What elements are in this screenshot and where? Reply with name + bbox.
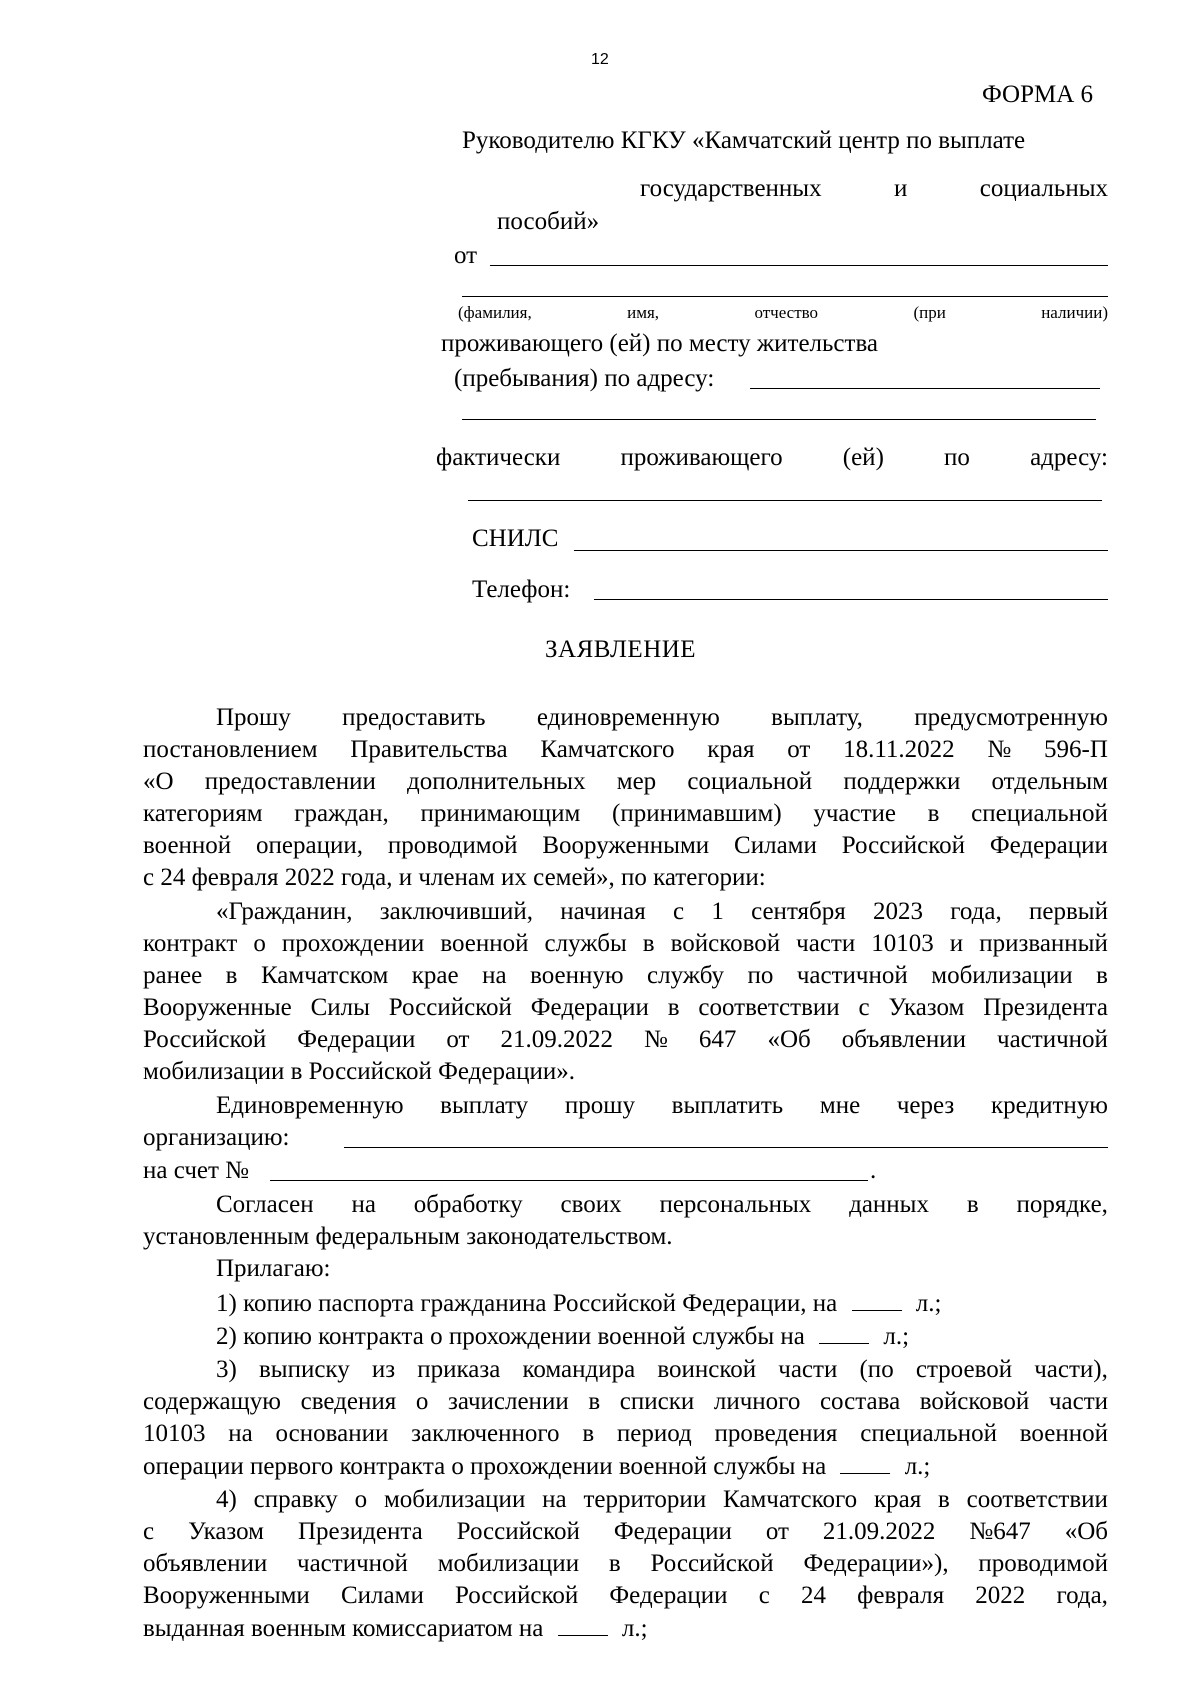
word: Российской: [456, 1518, 580, 1545]
word: 21.09.2022: [500, 1026, 613, 1053]
word: Вооруженные: [143, 994, 292, 1021]
addressee-word: социальных: [979, 175, 1108, 202]
word: кредитную: [990, 1092, 1108, 1119]
word: территории: [583, 1486, 707, 1513]
word: принимающим: [420, 800, 581, 827]
item3-line: [143, 1389, 1108, 1414]
word: в: [608, 1550, 621, 1577]
snils-label: СНИЛС: [472, 525, 559, 552]
word: военную: [530, 962, 624, 989]
word: из: [371, 1356, 396, 1383]
actual-address-word: фактически: [436, 444, 561, 471]
p1-line: [143, 833, 1108, 858]
word: зачислении: [447, 1388, 569, 1415]
word: проводимой: [387, 832, 518, 859]
from-name-field-line-2[interactable]: [462, 296, 1108, 297]
attachment-item-1-pages-field[interactable]: [852, 1290, 902, 1311]
item4-line: [143, 1551, 1108, 1576]
word: №647: [969, 1518, 1031, 1545]
account-end: .: [870, 1157, 877, 1184]
word: «О: [143, 768, 174, 795]
word: мер: [616, 768, 657, 795]
word: дополнительных: [407, 768, 586, 795]
word: выплату: [440, 1092, 529, 1119]
word: прошу: [564, 1092, 635, 1119]
word: с: [672, 898, 685, 925]
from-label: от: [454, 242, 478, 269]
word: Российской: [455, 1582, 579, 1609]
word: в: [1096, 962, 1108, 989]
word: состава: [819, 1388, 901, 1415]
word: 2023: [873, 898, 924, 925]
word: предусмотренную: [914, 704, 1108, 731]
addressee-line3: пособий»: [497, 208, 600, 235]
word: военной: [143, 832, 232, 859]
word: выплатить: [671, 1092, 784, 1119]
fio-caption-word: наличии): [1041, 303, 1108, 322]
p1-last-line: с 24 февраля 2022 года, и членам их семей», по категории:: [143, 864, 766, 891]
organization-field-line[interactable]: [344, 1147, 1108, 1148]
word: предоставить: [342, 704, 486, 731]
word: Российской: [143, 1026, 267, 1053]
attachment-item-2-end: л.;: [883, 1323, 910, 1350]
word: Единовременную: [216, 1092, 404, 1119]
word: сентября: [751, 898, 846, 925]
item4-line: [216, 1487, 1108, 1512]
word: (принимавшим): [612, 800, 782, 827]
p4-line: [216, 1192, 1108, 1217]
p3-line: [216, 1093, 1108, 1118]
word: войсковой: [919, 1388, 1030, 1415]
word: войсковой: [670, 930, 781, 957]
actual-address-word: по: [944, 444, 970, 471]
word: «Гражданин,: [216, 898, 353, 925]
word: 647: [698, 1026, 737, 1053]
word: мобилизации: [931, 962, 1073, 989]
word: прохождении: [281, 930, 425, 957]
word: выписку: [258, 1356, 350, 1383]
word: Президента: [983, 994, 1108, 1021]
word: Камчатском: [260, 962, 389, 989]
word: с: [758, 1582, 770, 1609]
word: поддержки: [843, 768, 961, 795]
word: военной: [440, 930, 529, 957]
word: Российской: [841, 832, 965, 859]
attachment-item-1-end: л.;: [915, 1290, 942, 1317]
word: категориям: [143, 800, 263, 827]
attach-label: Прилагаю:: [216, 1255, 331, 1282]
word: в: [225, 962, 238, 989]
word: заключенного: [411, 1420, 560, 1447]
page-number: 12: [591, 51, 609, 68]
word: первый: [1029, 898, 1108, 925]
word: части: [796, 930, 856, 957]
attachment-item-1-text: 1) копию паспорта гражданина Российской Федерации, на: [216, 1290, 838, 1317]
word: предоставлении: [204, 768, 376, 795]
attachment-item-4-last: [143, 1615, 648, 1641]
word: Российской: [388, 994, 512, 1021]
word: строевой: [915, 1356, 1013, 1383]
actual-address-label: [436, 445, 1108, 470]
p1-line: [143, 801, 1108, 826]
p2-line: [143, 995, 1108, 1020]
p1-line: [143, 737, 1108, 762]
attachment-item-3-last: [143, 1453, 930, 1479]
word: данных: [849, 1191, 929, 1218]
account-field-line[interactable]: [270, 1180, 868, 1181]
word: 596-П: [1044, 736, 1108, 763]
fio-caption-word: (фамилия,: [458, 303, 532, 322]
word: 10103: [143, 1420, 206, 1447]
word: части),: [1034, 1356, 1108, 1383]
word: частичной: [297, 1550, 408, 1577]
word: по: [747, 962, 774, 989]
attachment-item-3-end: л.;: [904, 1453, 931, 1480]
word: о: [253, 930, 266, 957]
word: Указом: [888, 994, 965, 1021]
word: порядке,: [1016, 1191, 1108, 1218]
word: мобилизации: [383, 1486, 526, 1513]
fio-caption-word: (при: [913, 303, 946, 322]
word: Согласен: [216, 1191, 314, 1218]
fio-caption: [458, 304, 1108, 321]
word: от: [446, 1026, 470, 1053]
attachment-item-3-text: операции первого контракта о прохождении военной службы на: [143, 1453, 827, 1480]
word: Федерации: [297, 1026, 416, 1053]
word: Федерации: [530, 994, 649, 1021]
p2-line: [143, 963, 1108, 988]
word: 24: [800, 1582, 826, 1609]
word: февраля: [857, 1582, 945, 1609]
attachment-item-1: [216, 1290, 941, 1316]
word: края: [873, 1486, 922, 1513]
word: в: [642, 930, 655, 957]
item4-line: [143, 1583, 1108, 1608]
word: частичной: [796, 962, 908, 989]
word: объявлении: [143, 1550, 268, 1577]
word: части: [1048, 1388, 1108, 1415]
word: Российской: [650, 1550, 774, 1577]
item3-line: [216, 1357, 1108, 1382]
word: заключивший,: [379, 898, 534, 925]
word: содержащую: [143, 1388, 281, 1415]
word: Камчатского: [723, 1486, 858, 1513]
word: в: [582, 1420, 595, 1447]
word: Камчатского: [540, 736, 675, 763]
item3-line: [143, 1421, 1108, 1446]
residence-address-field-line[interactable]: [750, 388, 1100, 389]
p1-line: [143, 769, 1108, 794]
word: соответствии: [698, 994, 840, 1021]
p2-line: [143, 1027, 1108, 1052]
word: отдельным: [991, 768, 1108, 795]
word: 3): [216, 1356, 237, 1383]
document-title: ЗАЯВЛЕНИЕ: [545, 636, 697, 663]
word: года,: [1056, 1582, 1108, 1609]
actual-address-word: адресу:: [1030, 444, 1108, 471]
word: Указом: [188, 1518, 265, 1545]
word: №: [987, 736, 1012, 763]
word: мобилизации: [437, 1550, 580, 1577]
p2-last-line: мобилизации в Российской Федерации».: [143, 1058, 575, 1085]
word: края: [707, 736, 755, 763]
actual-address-field-line[interactable]: [468, 500, 1102, 501]
addressee-word: государственных: [640, 175, 822, 202]
word: в: [667, 994, 680, 1021]
word: в: [588, 1388, 601, 1415]
attachment-item-4-end: л.;: [621, 1615, 648, 1642]
attachment-item-2-pages-field[interactable]: [819, 1323, 869, 1344]
word: о: [415, 1388, 429, 1415]
word: (по: [859, 1356, 894, 1383]
word: соответствии: [966, 1486, 1108, 1513]
word: года,: [950, 898, 1002, 925]
addressee-line1: Руководителю КГКУ «Камчатский центр по выплате: [462, 127, 1026, 154]
word: контракт: [143, 930, 238, 957]
word: Вооруженными: [143, 1582, 310, 1609]
p4-last-line: установленным федеральным законодательством.: [143, 1223, 673, 1250]
word: своих: [560, 1191, 622, 1218]
attachment-item-3-pages-field[interactable]: [840, 1453, 890, 1474]
word: Федерации: [989, 832, 1108, 859]
word: специальной: [971, 800, 1108, 827]
word: справку: [253, 1486, 338, 1513]
word: части: [778, 1356, 838, 1383]
word: с: [858, 994, 870, 1021]
word: период: [616, 1420, 692, 1447]
word: с: [143, 1518, 155, 1545]
word: мне: [819, 1092, 861, 1119]
word: обработку: [413, 1191, 523, 1218]
attachment-item-4-pages-field[interactable]: [558, 1615, 608, 1636]
addressee-line2: [640, 176, 1108, 201]
attachment-item-4-text: выданная военным комиссариатом на: [143, 1615, 544, 1642]
word: в: [966, 1191, 979, 1218]
word: службу: [647, 962, 724, 989]
word: Силы: [310, 994, 370, 1021]
word: командира: [522, 1356, 636, 1383]
word: службы: [544, 930, 627, 957]
word: социальной: [687, 768, 813, 795]
organization-label: организацию:: [143, 1124, 290, 1151]
phone-field-line[interactable]: [594, 599, 1108, 600]
word: Силами: [341, 1582, 424, 1609]
residence-address-field-line-2[interactable]: [462, 419, 1096, 420]
account-label: на счет №: [143, 1157, 250, 1184]
word: 10103: [871, 930, 934, 957]
word: проводимой: [978, 1550, 1108, 1577]
phone-label: Телефон:: [472, 576, 571, 603]
word: на: [228, 1420, 253, 1447]
word: граждан,: [294, 800, 389, 827]
p2-line: [216, 899, 1108, 924]
item4-line: [143, 1519, 1108, 1544]
word: сведения: [300, 1388, 397, 1415]
attachment-item-2: [216, 1323, 909, 1349]
word: основании: [275, 1420, 389, 1447]
word: приказа: [417, 1356, 501, 1383]
word: 1: [711, 898, 724, 925]
word: через: [896, 1092, 955, 1119]
word: призванный: [979, 930, 1108, 957]
word: частичной: [997, 1026, 1108, 1053]
word: Федерации»),: [803, 1550, 949, 1577]
from-name-field-line[interactable]: [490, 265, 1108, 266]
word: выплату,: [771, 704, 863, 731]
word: воинской: [657, 1356, 757, 1383]
word: постановлением: [143, 736, 318, 763]
word: военной: [1019, 1420, 1108, 1447]
word: 21.09.2022: [822, 1518, 936, 1545]
p2-line: [143, 931, 1108, 956]
word: персональных: [659, 1191, 812, 1218]
word: на: [542, 1486, 567, 1513]
word: 18.11.2022: [843, 736, 955, 763]
word: единовременную: [536, 704, 720, 731]
residence-line2: (пребывания) по адресу:: [454, 365, 715, 392]
word: 4): [216, 1486, 237, 1513]
word: специальной: [860, 1420, 997, 1447]
word: на: [351, 1191, 376, 1218]
word: ранее: [143, 962, 203, 989]
word: объявлении: [841, 1026, 966, 1053]
attachment-item-2-text: 2) копию контракта о прохождении военной службы на: [216, 1323, 805, 1350]
word: от: [787, 736, 811, 763]
word: на: [482, 962, 507, 989]
word: о: [354, 1486, 368, 1513]
form-label: ФОРМА 6: [982, 81, 1094, 108]
word: «Об: [1064, 1518, 1108, 1545]
word: в: [927, 800, 940, 827]
fio-caption-word: имя,: [627, 303, 660, 322]
word: начиная: [560, 898, 646, 925]
word: и: [949, 930, 964, 957]
word: от: [765, 1518, 789, 1545]
word: Прошу: [216, 704, 291, 731]
fio-caption-word: отчество: [754, 303, 819, 322]
word: Президента: [297, 1518, 423, 1545]
word: проведения: [714, 1420, 838, 1447]
snils-field-line[interactable]: [574, 550, 1108, 551]
word: Правительства: [350, 736, 508, 763]
word: 2022: [975, 1582, 1026, 1609]
word: Силами: [734, 832, 817, 859]
word: списки: [619, 1388, 695, 1415]
residence-line1: проживающего (ей) по месту жительства: [441, 330, 879, 357]
actual-address-word: проживающего: [620, 444, 783, 471]
addressee-word: и: [893, 175, 908, 202]
word: «Об: [767, 1026, 811, 1053]
word: Вооруженными: [542, 832, 710, 859]
word: крае: [411, 962, 459, 989]
word: Федерации: [609, 1582, 728, 1609]
p1-line: [216, 705, 1108, 730]
word: участие: [813, 800, 897, 827]
word: личного: [713, 1388, 801, 1415]
word: в: [938, 1486, 950, 1513]
word: операции,: [256, 832, 364, 859]
actual-address-word: (ей): [842, 444, 884, 471]
word: №: [644, 1026, 668, 1053]
word: Федерации: [613, 1518, 732, 1545]
